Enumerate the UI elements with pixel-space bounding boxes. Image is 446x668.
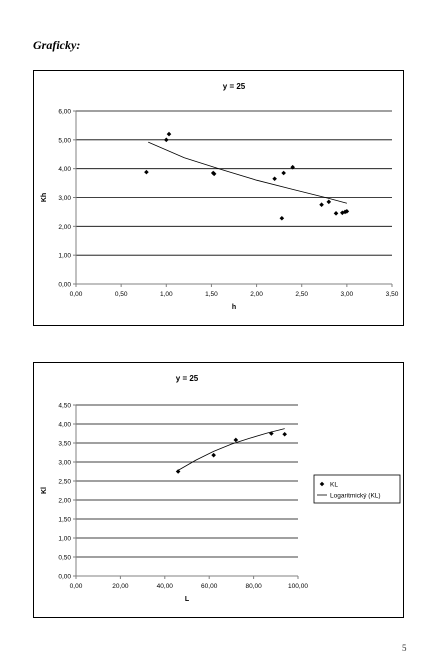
x-tick-label: 3,50 (385, 291, 399, 298)
x-tick-label: 1,50 (205, 291, 218, 298)
data-point (234, 438, 239, 443)
y-tick-label: 4,00 (58, 421, 71, 429)
y-tick-label: 4,50 (58, 402, 71, 410)
x-tick-label: 20,00 (112, 583, 129, 590)
data-point (280, 216, 285, 221)
data-point (167, 132, 172, 137)
data-point (144, 170, 149, 175)
y-tick-label: 0,50 (58, 554, 71, 562)
x-axis-label: L (184, 596, 190, 603)
y-tick-label: 2,00 (58, 223, 71, 231)
x-tick-label: 40,00 (156, 583, 173, 590)
x-tick-label: 2,50 (295, 291, 309, 298)
trendline (148, 142, 347, 203)
section-heading: Graficky: (33, 38, 81, 52)
chart-kl-vs-l (33, 362, 404, 618)
data-point (327, 200, 332, 205)
y-tick-label: 2,00 (58, 497, 71, 505)
data-point (281, 171, 286, 176)
x-tick-label: 100,00 (288, 583, 308, 590)
y-tick-label: 2,50 (58, 478, 71, 486)
y-tick-label: 6,00 (58, 108, 71, 116)
trendline (178, 429, 285, 471)
y-axis-label: Kl (41, 487, 48, 494)
chart-kh-vs-h (33, 70, 404, 326)
y-tick-label: 3,50 (58, 440, 71, 448)
data-point (272, 176, 277, 181)
page-number: 5 (402, 643, 407, 653)
data-point (211, 453, 216, 458)
x-tick-label: 60,00 (201, 583, 218, 590)
data-point (282, 432, 287, 437)
chart-title: y = 25 (175, 374, 199, 383)
x-tick-label: 3,00 (340, 291, 354, 298)
y-tick-label: 1,00 (58, 252, 71, 260)
data-point (334, 211, 339, 216)
y-tick-label: 4,00 (58, 166, 71, 174)
x-tick-label: 80,00 (245, 583, 262, 590)
y-tick-label: 3,00 (58, 459, 71, 467)
y-tick-label: 1,50 (58, 516, 71, 524)
chart-title: y = 25 (222, 82, 246, 91)
x-tick-label: 0,00 (69, 583, 83, 590)
legend-label-trendline: Logaritmický (KL) (330, 492, 381, 500)
y-tick-label: 0,00 (58, 573, 71, 581)
y-axis-label: Kh (41, 192, 48, 203)
data-point (164, 138, 169, 143)
y-tick-label: 3,00 (58, 195, 71, 202)
legend-label-kl: KL (330, 481, 338, 489)
y-tick-label: 1,00 (58, 535, 71, 543)
data-point (319, 202, 324, 207)
x-tick-label: 2,00 (250, 291, 263, 298)
y-tick-label: 0,00 (58, 281, 71, 289)
x-axis-label: h (231, 304, 237, 311)
chart-kh-svg (34, 71, 403, 325)
chart-kl-svg (34, 363, 403, 617)
y-tick-label: 5,00 (58, 137, 71, 145)
x-tick-label: 0,50 (114, 291, 128, 298)
x-tick-label: 1,00 (159, 291, 173, 298)
x-tick-label: 0,00 (69, 291, 83, 298)
